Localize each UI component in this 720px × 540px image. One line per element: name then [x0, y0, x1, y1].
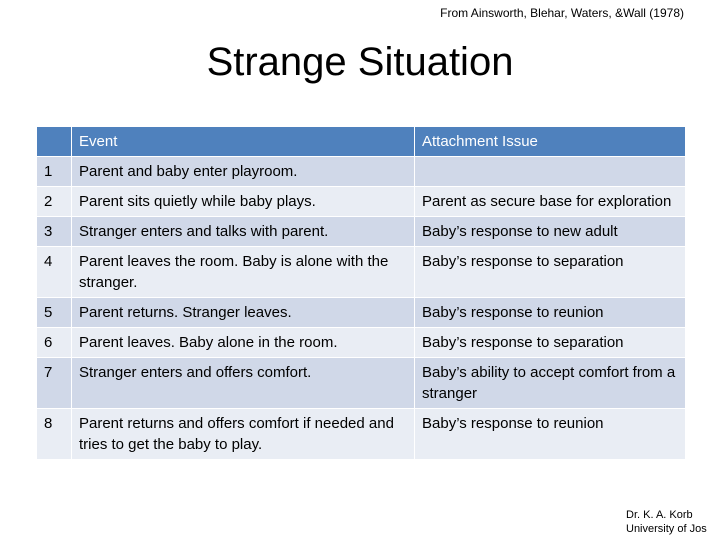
table-row	[37, 298, 686, 328]
strange-situation-table	[36, 126, 686, 460]
table-row	[37, 217, 686, 247]
table-row	[37, 247, 686, 298]
table-row	[37, 157, 686, 187]
header-number	[37, 127, 72, 157]
row-event: Stranger enters and offers comfort.	[72, 358, 415, 409]
row-issue: Baby’s response to separation	[415, 328, 686, 358]
row-event: Parent returns. Stranger leaves.	[72, 298, 415, 328]
row-number: 8	[37, 409, 72, 460]
header-event: Event	[72, 127, 415, 157]
row-issue: Parent as secure base for exploration	[415, 187, 686, 217]
author-name: Dr. K. A. Korb	[626, 509, 693, 521]
row-event: Parent and baby enter playroom.	[72, 157, 415, 187]
table-row	[37, 328, 686, 358]
author-credit	[626, 508, 707, 536]
row-issue: Baby’s ability to accept comfort from a stranger	[415, 358, 686, 409]
row-number: 6	[37, 328, 72, 358]
table-row	[37, 409, 686, 460]
row-issue	[415, 157, 686, 187]
row-number: 7	[37, 358, 72, 409]
row-event: Stranger enters and talks with parent.	[72, 217, 415, 247]
table-row	[37, 187, 686, 217]
row-issue: Baby’s response to separation	[415, 247, 686, 298]
author-affiliation: University of Jos	[626, 523, 707, 535]
row-event: Parent leaves the room. Baby is alone with the stranger.	[72, 247, 415, 298]
row-issue: Baby’s response to reunion	[415, 409, 686, 460]
table-row	[37, 358, 686, 409]
row-number: 2	[37, 187, 72, 217]
row-issue: Baby’s response to reunion	[415, 298, 686, 328]
header-attachment-issue: Attachment Issue	[415, 127, 686, 157]
row-number: 5	[37, 298, 72, 328]
slide-title: Strange Situation	[206, 40, 514, 84]
row-number: 1	[37, 157, 72, 187]
row-number: 3	[37, 217, 72, 247]
row-event: Parent returns and offers comfort if needed and tries to get the baby to play.	[72, 409, 415, 460]
row-number: 4	[37, 247, 72, 298]
citation: From Ainsworth, Blehar, Waters, &Wall (1978)	[440, 6, 684, 20]
row-event: Parent leaves. Baby alone in the room.	[72, 328, 415, 358]
row-issue: Baby’s response to new adult	[415, 217, 686, 247]
row-event: Parent sits quietly while baby plays.	[72, 187, 415, 217]
table-header-row	[37, 127, 686, 157]
